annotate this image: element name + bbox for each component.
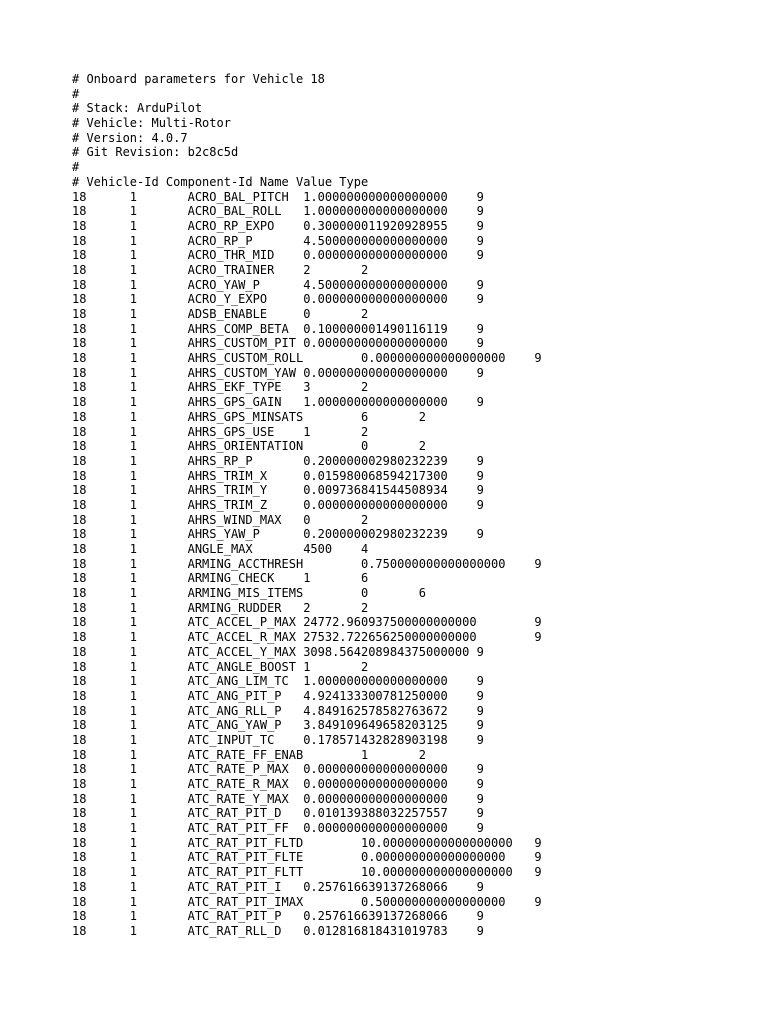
- header-comment-line: #: [72, 160, 80, 175]
- parameter-line: 18 1 AHRS_CUSTOM_YAW 0.000000000000000000 9: [72, 365, 484, 380]
- parameter-line: 18 1 ATC_ANG_RLL_P 4.849162578582763672 9: [72, 703, 484, 718]
- parameter-line: 18 1 AHRS_EKF_TYPE 3 2: [72, 380, 369, 395]
- parameter-line: 18 1 ACRO_RP_EXPO 0.300000011920928955 9: [72, 218, 484, 233]
- parameter-line: 18 1 AHRS_WIND_MAX 0 2: [72, 512, 369, 527]
- header-comment-line: # Version: 4.0.7: [72, 130, 188, 145]
- parameter-line: 18 1 AHRS_GPS_MINSATS 6 2: [72, 409, 427, 424]
- parameter-line: 18 1 AHRS_TRIM_Y 0.009736841544508934 9: [72, 483, 484, 498]
- parameter-line: 18 1 ACRO_Y_EXPO 0.000000000000000000 9: [72, 292, 484, 307]
- parameter-line: 18 1 ACRO_THR_MID 0.000000000000000000 9: [72, 248, 484, 263]
- parameter-line: 18 1 ATC_RAT_PIT_D 0.010139388032257557 9: [72, 806, 484, 821]
- parameter-line: 18 1 ATC_ANG_PIT_P 4.924133300781250000 9: [72, 688, 484, 703]
- parameter-line: 18 1 ATC_RATE_FF_ENAB 1 2: [72, 747, 427, 762]
- parameter-line: 18 1 ARMING_MIS_ITEMS 0 6: [72, 586, 427, 601]
- parameter-line: 18 1 ATC_ACCEL_R_MAX 27532.722656250000000000 9: [72, 630, 542, 645]
- parameter-file-text: [72, 72, 542, 939]
- header-comment-line: # Vehicle-Id Component-Id Name Value Type: [72, 174, 369, 189]
- header-comment-line: # Git Revision: b2c8c5d: [72, 145, 239, 160]
- parameter-line: 18 1 ATC_RAT_RLL_D 0.012816818431019783 9: [72, 923, 484, 938]
- parameter-line: 18 1 ANGLE_MAX 4500 4: [72, 542, 369, 556]
- parameter-line: 18 1 AHRS_COMP_BETA 0.100000001490116119 9: [72, 321, 484, 336]
- parameter-line: 18 1 ADSB_ENABLE 0 2: [72, 307, 369, 321]
- parameter-line: 18 1 ATC_ANG_YAW_P 3.849109649658203125 9: [72, 718, 484, 733]
- parameter-line: 18 1 ATC_RAT_PIT_FLTT 10.000000000000000000 9: [72, 865, 542, 880]
- header-comment-line: #: [72, 86, 80, 101]
- parameter-line: 18 1 AHRS_YAW_P 0.200000002980232239 9: [72, 527, 484, 542]
- header-comment-line: # Stack: ArduPilot: [72, 101, 203, 116]
- parameter-line: 18 1 ATC_RAT_PIT_P 0.257616639137268066 9: [72, 909, 484, 924]
- parameter-line: 18 1 AHRS_GPS_USE 1 2: [72, 424, 369, 439]
- parameter-line: 18 1 ATC_RATE_P_MAX 0.000000000000000000 9: [72, 762, 484, 777]
- parameter-line: 18 1 ATC_INPUT_TC 0.178571432828903198 9: [72, 732, 484, 747]
- parameter-line: 18 1 ATC_RAT_PIT_FLTE 0.000000000000000000 9: [72, 850, 542, 865]
- parameter-line: 18 1 ATC_ANG_LIM_TC 1.000000000000000000 9: [72, 674, 484, 689]
- header-comment-line: # Vehicle: Multi-Rotor: [72, 116, 231, 131]
- parameter-line: 18 1 ARMING_ACCTHRESH 0.750000000000000000 9: [72, 556, 542, 571]
- parameter-line: 18 1 ARMING_RUDDER 2 2: [72, 600, 369, 615]
- parameter-line: 18 1 ATC_RAT_PIT_FF 0.000000000000000000 9: [72, 821, 484, 836]
- header-comment-line: # Onboard parameters for Vehicle 18: [72, 72, 325, 86]
- parameter-line: 18 1 ACRO_YAW_P 4.500000000000000000 9: [72, 277, 484, 292]
- parameter-line: 18 1 AHRS_RP_P 0.200000002980232239 9: [72, 453, 484, 468]
- parameter-line: 18 1 ACRO_BAL_ROLL 1.000000000000000000 9: [72, 204, 484, 219]
- parameter-line: 18 1 ATC_ANGLE_BOOST 1 2: [72, 659, 369, 674]
- parameter-line: 18 1 AHRS_CUSTOM_PIT 0.000000000000000000 9: [72, 336, 484, 351]
- parameter-line: 18 1 AHRS_ORIENTATION 0 2: [72, 439, 427, 454]
- parameter-line: 18 1 ACRO_RP_P 4.500000000000000000 9: [72, 233, 484, 248]
- parameter-line: 18 1 ATC_RAT_PIT_IMAX 0.500000000000000000 9: [72, 894, 542, 909]
- parameter-line: 18 1 ACRO_TRAINER 2 2: [72, 262, 369, 277]
- parameter-line: 18 1 AHRS_TRIM_Z 0.000000000000000000 9: [72, 497, 484, 512]
- parameter-line: 18 1 AHRS_TRIM_X 0.015980068594217300 9: [72, 468, 484, 483]
- parameter-line: 18 1 ATC_ACCEL_Y_MAX 3098.564208984375000000 9: [72, 644, 484, 659]
- parameter-line: 18 1 ACRO_BAL_PITCH 1.000000000000000000 9: [72, 189, 484, 204]
- parameter-line: 18 1 AHRS_CUSTOM_ROLL 0.000000000000000000 9: [72, 351, 542, 366]
- parameter-line: 18 1 ATC_RATE_Y_MAX 0.000000000000000000 9: [72, 791, 484, 806]
- parameter-line: 18 1 ARMING_CHECK 1 6: [72, 571, 369, 586]
- parameter-line: 18 1 ATC_RAT_PIT_FLTD 10.000000000000000000 9: [72, 835, 542, 850]
- parameter-line: 18 1 ATC_RATE_R_MAX 0.000000000000000000 9: [72, 777, 484, 791]
- parameter-line: 18 1 ATC_RAT_PIT_I 0.257616639137268066 9: [72, 879, 484, 894]
- parameter-line: 18 1 ATC_ACCEL_P_MAX 24772.960937500000000000 9: [72, 615, 542, 630]
- parameter-line: 18 1 AHRS_GPS_GAIN 1.000000000000000000 9: [72, 395, 484, 410]
